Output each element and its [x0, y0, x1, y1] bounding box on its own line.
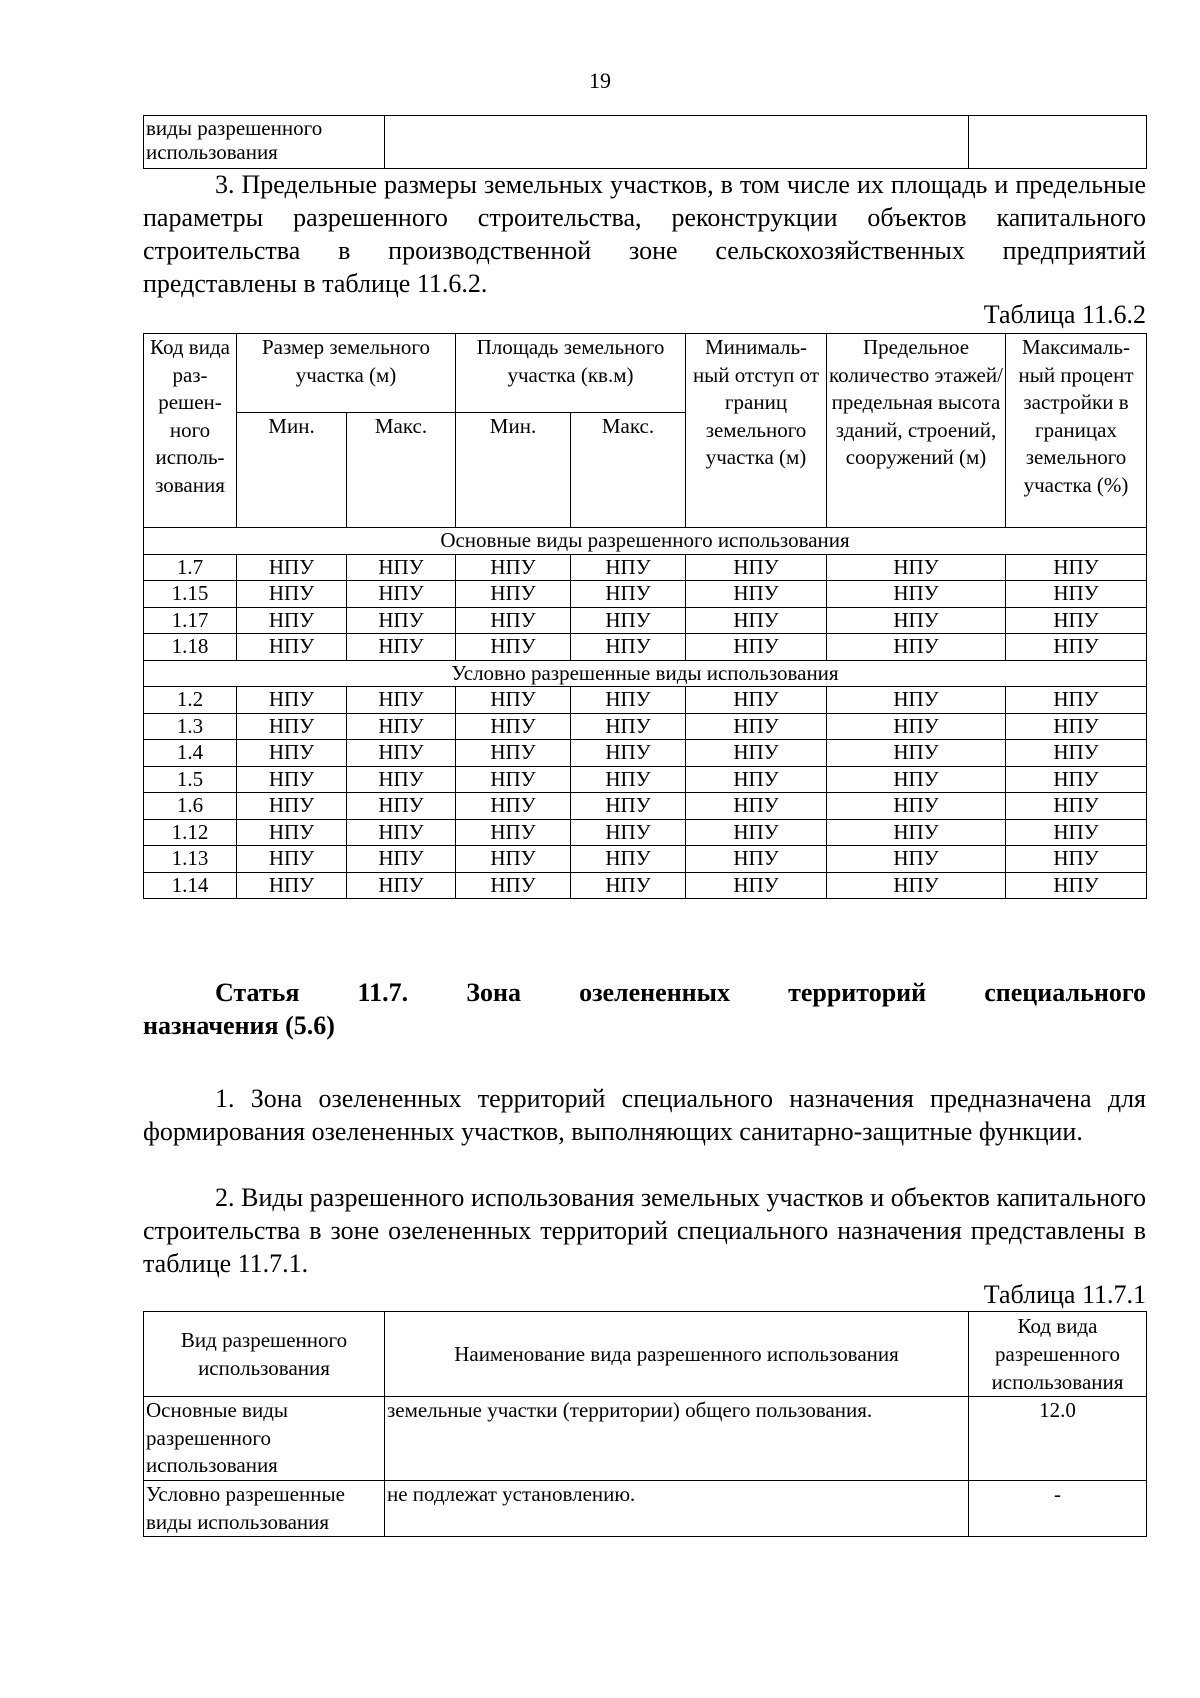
header-floors: Предельное количество этажей/ предельная высота зданий, строений, сооружений (м): [827, 334, 1006, 528]
row-value: НПУ: [686, 687, 827, 714]
row-value: НПУ: [571, 766, 686, 793]
row-value: НПУ: [827, 766, 1006, 793]
table-row: [144, 872, 1147, 899]
row-value: НПУ: [1006, 766, 1147, 793]
row-code: 1.15: [144, 581, 237, 608]
row-value: НПУ: [571, 872, 686, 899]
row-value: НПУ: [827, 846, 1006, 873]
row-value: НПУ: [237, 819, 347, 846]
row-value: НПУ: [686, 846, 827, 873]
row-value: НПУ: [347, 634, 456, 661]
table-11-7-1: [143, 1311, 1147, 1537]
row-value: НПУ: [456, 687, 571, 714]
row-value: НПУ: [347, 581, 456, 608]
row-value: НПУ: [347, 872, 456, 899]
table-11-6-2: [143, 333, 1147, 899]
row-value: НПУ: [456, 607, 571, 634]
row-code: 1.3: [144, 713, 237, 740]
row-name: земельные участки (территории) общего пользования.: [385, 1397, 969, 1481]
row-code: 1.17: [144, 607, 237, 634]
row-value: НПУ: [456, 634, 571, 661]
article-word: Зона: [466, 978, 521, 1007]
article-word: 11.7.: [357, 978, 409, 1007]
row-value: НПУ: [237, 554, 347, 581]
paragraph-1: 1. Зона озелененных территорий специального назначения предназначена для формирования озелененных участков, выполняющих санитарно-защитные функции.: [143, 1084, 1146, 1146]
prev-table-label: виды разрешенного использования: [144, 116, 385, 169]
row-value: НПУ: [456, 554, 571, 581]
header-area-max: Макс.: [571, 413, 686, 528]
table-row: [144, 581, 1147, 608]
header-offset: Минималь-ный отступ от границ земельного участка (м): [686, 334, 827, 528]
row-value: НПУ: [571, 846, 686, 873]
header-area-min: Мин.: [456, 413, 571, 528]
row-value: НПУ: [571, 819, 686, 846]
row-value: НПУ: [1006, 846, 1147, 873]
table-row: [144, 793, 1147, 820]
row-value: НПУ: [827, 793, 1006, 820]
row-value: НПУ: [1006, 819, 1147, 846]
header-name: Наименование вида разрешенного использования: [385, 1312, 969, 1397]
row-value: НПУ: [237, 581, 347, 608]
row-value: НПУ: [456, 766, 571, 793]
row-value: НПУ: [456, 740, 571, 767]
page-number: 19: [589, 68, 611, 93]
paragraph-3: 3. Предельные размеры земельных участков, в том числе их площадь и предельные параметры разрешенного строительства, реконструкции объектов капитального строительства в производственной зоне сельскохозяйственных предприятий представлены в таблице 11.6.2.: [143, 170, 1146, 298]
row-code: 1.14: [144, 872, 237, 899]
row-value: НПУ: [827, 554, 1006, 581]
row-value: НПУ: [686, 819, 827, 846]
row-value: НПУ: [571, 634, 686, 661]
header-kind: Вид разрешенного использования: [144, 1312, 385, 1397]
row-value: НПУ: [686, 766, 827, 793]
row-value: НПУ: [571, 554, 686, 581]
row-value: НПУ: [347, 793, 456, 820]
row-value: НПУ: [456, 713, 571, 740]
row-code: 1.2: [144, 687, 237, 714]
row-value: НПУ: [1006, 713, 1147, 740]
row-value: НПУ: [686, 793, 827, 820]
row-value: НПУ: [456, 581, 571, 608]
row-value: НПУ: [347, 846, 456, 873]
table-caption-11-7-1: Таблица 11.7.1: [983, 1280, 1146, 1309]
row-value: НПУ: [237, 634, 347, 661]
row-value: НПУ: [237, 713, 347, 740]
row-value: НПУ: [1006, 872, 1147, 899]
header-size-max: Макс.: [347, 413, 456, 528]
row-code: 1.5: [144, 766, 237, 793]
row-value: НПУ: [827, 740, 1006, 767]
row-value: НПУ: [1006, 554, 1147, 581]
table-row: [144, 634, 1147, 661]
row-value: НПУ: [686, 634, 827, 661]
table-row: [144, 846, 1147, 873]
row-value: НПУ: [1006, 793, 1147, 820]
row-value: НПУ: [686, 581, 827, 608]
row-value: НПУ: [686, 607, 827, 634]
row-value: НПУ: [347, 766, 456, 793]
header-code: Код вида раз-решен-ного исполь-зования: [144, 334, 237, 528]
prev-table-cell: [969, 116, 1147, 169]
row-value: НПУ: [1006, 607, 1147, 634]
row-value: НПУ: [827, 634, 1006, 661]
row-code: 1.13: [144, 846, 237, 873]
article-word: территорий: [788, 978, 927, 1007]
row-value: НПУ: [1006, 634, 1147, 661]
row-value: НПУ: [571, 581, 686, 608]
row-value: НПУ: [1006, 740, 1147, 767]
row-value: НПУ: [686, 713, 827, 740]
previous-table-fragment: [143, 115, 1147, 169]
header-code: Код вида разрешенного использования: [969, 1312, 1147, 1397]
row-value: НПУ: [571, 687, 686, 714]
table-row: [144, 554, 1147, 581]
row-value: НПУ: [347, 819, 456, 846]
row-value: НПУ: [571, 607, 686, 634]
section-conditional: Условно разрешенные виды использования: [144, 660, 1147, 687]
row-value: НПУ: [827, 713, 1006, 740]
table-row: [144, 819, 1147, 846]
row-value: НПУ: [237, 687, 347, 714]
table-caption-11-6-2: Таблица 11.6.2: [983, 300, 1146, 329]
row-value: НПУ: [237, 607, 347, 634]
row-value: НПУ: [237, 740, 347, 767]
row-value: НПУ: [237, 766, 347, 793]
row-name: не подлежат установлению.: [385, 1481, 969, 1537]
row-code: 12.0: [969, 1397, 1147, 1481]
row-kind: Условно разрешенные виды использования: [144, 1481, 385, 1537]
row-value: НПУ: [456, 846, 571, 873]
article-word: озелененных: [579, 978, 730, 1007]
paragraph-2: 2. Виды разрешенного использования земельных участков и объектов капитального строительства в зоне озелененных территорий специального назначения представлены в таблице 11.7.1.: [143, 1183, 1146, 1278]
table-row: [144, 766, 1147, 793]
row-value: НПУ: [347, 713, 456, 740]
row-value: НПУ: [686, 554, 827, 581]
row-value: НПУ: [1006, 581, 1147, 608]
row-value: НПУ: [347, 687, 456, 714]
row-code: 1.7: [144, 554, 237, 581]
article-heading: [143, 976, 1146, 1042]
row-value: НПУ: [456, 793, 571, 820]
table-row: [144, 607, 1147, 634]
header-size: Размер земельного участка (м): [237, 334, 456, 413]
row-code: 1.6: [144, 793, 237, 820]
article-word: специального: [984, 978, 1146, 1007]
row-value: НПУ: [686, 740, 827, 767]
table-row: [144, 740, 1147, 767]
table-row: [144, 713, 1147, 740]
row-value: НПУ: [347, 740, 456, 767]
row-code: -: [969, 1481, 1147, 1537]
row-value: НПУ: [456, 819, 571, 846]
header-size-min: Мин.: [237, 413, 347, 528]
row-value: НПУ: [237, 872, 347, 899]
prev-table-cell: [385, 116, 969, 169]
row-value: НПУ: [347, 554, 456, 581]
row-value: НПУ: [827, 581, 1006, 608]
row-value: НПУ: [827, 607, 1006, 634]
table-row: [144, 687, 1147, 714]
row-value: НПУ: [237, 793, 347, 820]
row-value: НПУ: [571, 740, 686, 767]
row-value: НПУ: [686, 872, 827, 899]
row-value: НПУ: [827, 819, 1006, 846]
row-value: НПУ: [347, 607, 456, 634]
row-value: НПУ: [237, 846, 347, 873]
row-code: 1.18: [144, 634, 237, 661]
row-code: 1.4: [144, 740, 237, 767]
article-word: Статья: [215, 978, 300, 1007]
row-value: НПУ: [827, 872, 1006, 899]
row-value: НПУ: [571, 793, 686, 820]
article-line2: назначения (5.6): [143, 1011, 335, 1040]
row-value: НПУ: [456, 872, 571, 899]
row-value: НПУ: [827, 687, 1006, 714]
row-value: НПУ: [571, 713, 686, 740]
section-main: Основные виды разрешенного использования: [144, 528, 1147, 555]
row-code: 1.12: [144, 819, 237, 846]
header-area: Площадь земельного участка (кв.м): [456, 334, 686, 413]
header-percent: Максималь-ный процент застройки в границах земельного участка (%): [1006, 334, 1147, 528]
row-kind: Основные виды разрешенного использования: [144, 1397, 385, 1481]
row-value: НПУ: [1006, 687, 1147, 714]
